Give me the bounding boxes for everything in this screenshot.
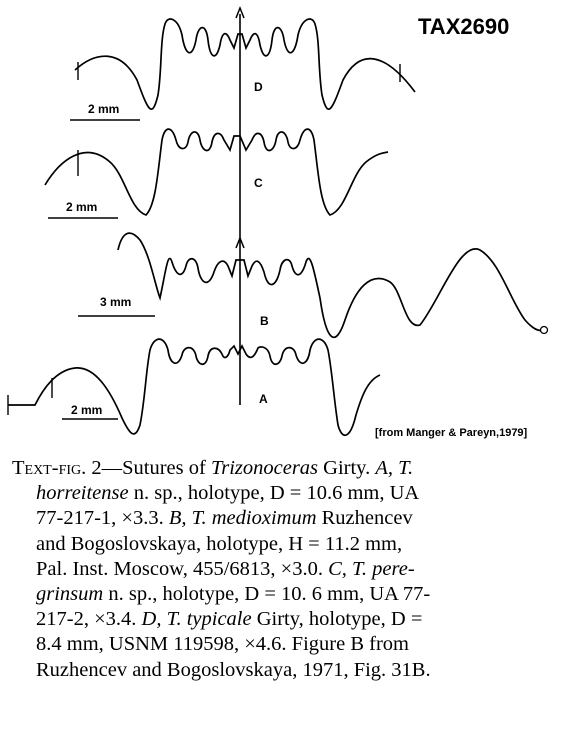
caption-line-6 [12,582,560,607]
caption-line-5 [12,557,560,582]
scale-label-c: 2 mm [66,200,98,214]
suture-line-b [118,233,544,337]
species-name: D, T. typicale [141,608,252,631]
source-note: [from Manger & Pareyn,1979] [375,427,528,439]
caption-line-1 [12,456,560,481]
suture-line-a [8,339,380,435]
caption-line-4: and Bogoslovskaya, holotype, H = 11.2 mm, [36,532,403,555]
caption-text: Girty. [318,457,376,479]
caption-line-7 [12,607,560,632]
species-name: horreitense [36,482,129,505]
caption-text: —Sutures of [101,457,211,479]
figure-tag: TAX2690 [418,14,510,39]
species-name: grinsum [36,583,104,606]
scale-label-d: 2 mm [88,102,120,116]
suture-line-d [75,19,415,109]
caption-text: 77-217-1, ×3.3. [36,507,169,530]
caption-italic: A, T. [375,457,414,479]
caption-text: n. sp., holotype, D = 10.6 mm, UA [128,482,420,505]
caption-line-8: 8.4 mm, USNM 119598, ×4.6. Figure B from [36,633,409,656]
scale-label-b: 3 mm [100,295,132,309]
species-name: C, T. pere- [328,557,415,580]
caption-text: Pal. Inst. Moscow, 455/6813, ×3.0. [36,557,329,580]
panel-label-a: A [259,392,268,406]
caption-line-9: Ruzhencev and Bogoslovskaya, 1971, Fig. 31B. [36,658,431,681]
panel-label-c: C [254,176,263,190]
scale-label-a: 2 mm [71,403,103,417]
species-name: B, T. medioximum [168,507,317,530]
caption-text: Ruzhencev [316,507,413,530]
caption-text: Girty, holotype, D = [251,608,423,631]
caption-line-3 [12,506,560,531]
panel-label-d: D [254,80,263,94]
genus-name: Trizonoceras [210,457,319,479]
b-endpoint-icon [541,327,548,334]
caption-text: 217-2, ×3.4. [36,608,142,631]
figure-caption [12,456,560,683]
panel-label-b: B [260,314,269,328]
caption-text: n. sp., holotype, D = 10. 6 mm, UA 77- [103,583,431,606]
caption-line-2 [12,481,560,506]
caption-lead: Text-fig. 2 [12,457,102,479]
